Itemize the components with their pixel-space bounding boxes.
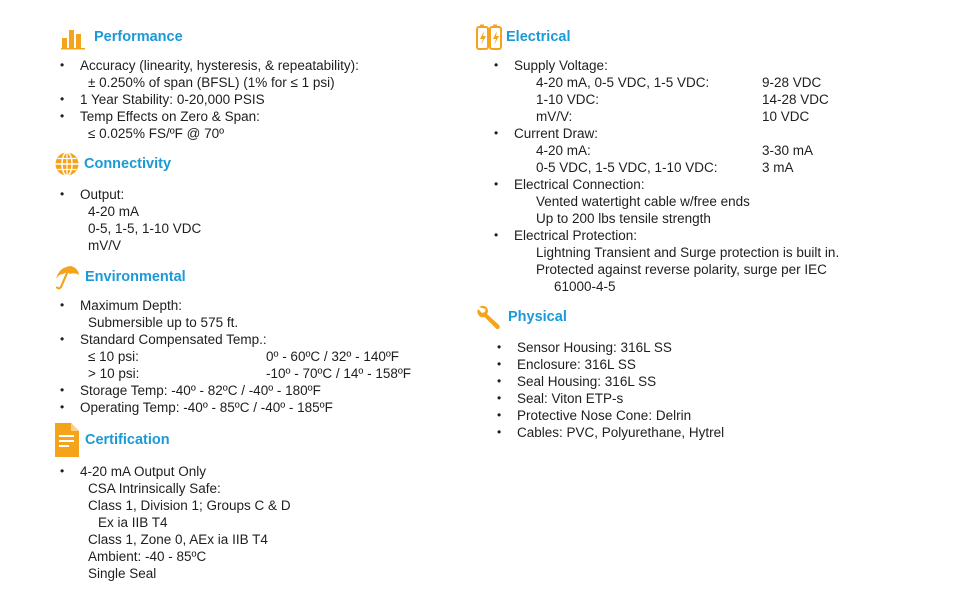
temp-row: > 10 psi: -10º - 70ºC / 14º - 158ºF (88, 366, 412, 381)
list-item: • Sensor Housing: 316L SS (497, 339, 916, 356)
physical-header (476, 304, 916, 330)
current-row: 0-5 VDC, 1-5 VDC, 1-10 VDC: 3 mA (536, 160, 794, 175)
current-row: 4-20 mA: 3-30 mA (536, 143, 814, 158)
certification-header (54, 422, 454, 458)
wrench-icon (476, 304, 502, 330)
certification-list (60, 463, 454, 582)
list-item: • Seal: Viton ETP-s (497, 390, 916, 407)
list-item: • Operating Temp: -40º - 85ºC / -40º - 185ºF (60, 399, 474, 416)
certification-section (54, 422, 454, 582)
connectivity-section (54, 151, 454, 254)
electrical-header (476, 24, 916, 50)
environmental-header (54, 264, 474, 290)
connectivity-list (60, 186, 454, 254)
performance-list (60, 57, 460, 142)
list-item: • Cables: PVC, Polyurethane, Hytrel (497, 424, 916, 441)
electrical-section (476, 24, 916, 295)
supply-row: mV/V: 10 VDC (536, 109, 810, 124)
list-item: • 4-20 mA Output Only CSA Intrinsically Safe: Class 1, Division 1; Groups C & D Ex ia IIB T4 Class 1, Zone 0, AEx ia IIB T4 Ambient: -40 - 85ºC Single Seal (60, 463, 454, 582)
document-icon (54, 422, 80, 458)
list-item: • Protective Nose Cone: Delrin (497, 407, 916, 424)
list-item: • Enclosure: 316L SS (497, 356, 916, 373)
bar-chart-icon (60, 24, 86, 50)
globe-icon (54, 151, 80, 177)
list-item: • Storage Temp: -40º - 82ºC / -40º - 180ºF (60, 382, 474, 399)
list-item: • Current Draw: 4-20 mA: 3-30 mA 0-5 VDC, 1-5 VDC, 1-10 VDC: 3 mA (494, 125, 916, 176)
performance-header (60, 24, 460, 50)
battery-icon (476, 24, 502, 50)
environmental-section (54, 264, 474, 416)
electrical-title: Electrical (506, 29, 571, 45)
list-item: • Maximum Depth: Submersible up to 575 ft. (60, 297, 474, 331)
performance-section (60, 24, 460, 142)
physical-section (476, 304, 916, 441)
list-item: • Temp Effects on Zero & Span: ≤ 0.025% FS/ºF @ 70º (60, 108, 460, 142)
temp-row: ≤ 10 psi: 0º - 60ºC / 32º - 140ºF (88, 349, 400, 364)
certification-title: Certification (85, 432, 170, 448)
list-item: • Accuracy (linearity, hysteresis, & repeatability): ± 0.250% of span (BFSL) (1% for ≤ 1 psi) (60, 57, 460, 91)
list-item: • Electrical Connection: Vented watertight cable w/free ends Up to 200 lbs tensile strength (494, 176, 916, 227)
umbrella-icon (54, 264, 80, 290)
list-item: • Seal Housing: 316L SS (497, 373, 916, 390)
environmental-title: Environmental (85, 269, 186, 285)
list-item: • Supply Voltage: 4-20 mA, 0-5 VDC, 1-5 VDC: 9-28 VDC 1-10 VDC: 14-28 VDC mV/V: 10 VDC (494, 57, 916, 125)
environmental-list (60, 297, 474, 416)
performance-title: Performance (94, 29, 183, 45)
connectivity-header (54, 151, 454, 177)
list-item: • Electrical Protection: Lightning Transient and Surge protection is built in. Protected against reverse polarity, surge per IEC 61000-4-5 (494, 227, 916, 295)
physical-title: Physical (508, 309, 567, 325)
temp-effects-detail: ≤ 0.025% FS/ºF @ 70º (88, 126, 225, 141)
supply-row: 1-10 VDC: 14-28 VDC (536, 92, 829, 107)
electrical-list (494, 57, 916, 295)
supply-row: 4-20 mA, 0-5 VDC, 1-5 VDC: 9-28 VDC (536, 75, 822, 90)
physical-list (497, 339, 916, 441)
list-item: • 1 Year Stability: 0-20,000 PSIS (60, 91, 460, 108)
list-item: • Standard Compensated Temp.: ≤ 10 psi: 0º - 60ºC / 32º - 140ºF > 10 psi: -10º - 70ºC / 14º - 158ºF (60, 331, 474, 382)
connectivity-title: Connectivity (84, 156, 172, 172)
accuracy-detail: ± 0.250% of span (BFSL) (1% for ≤ 1 psi) (88, 75, 335, 90)
list-item: • Output: 4-20 mA 0-5, 1-5, 1-10 VDC mV/V (60, 186, 454, 254)
